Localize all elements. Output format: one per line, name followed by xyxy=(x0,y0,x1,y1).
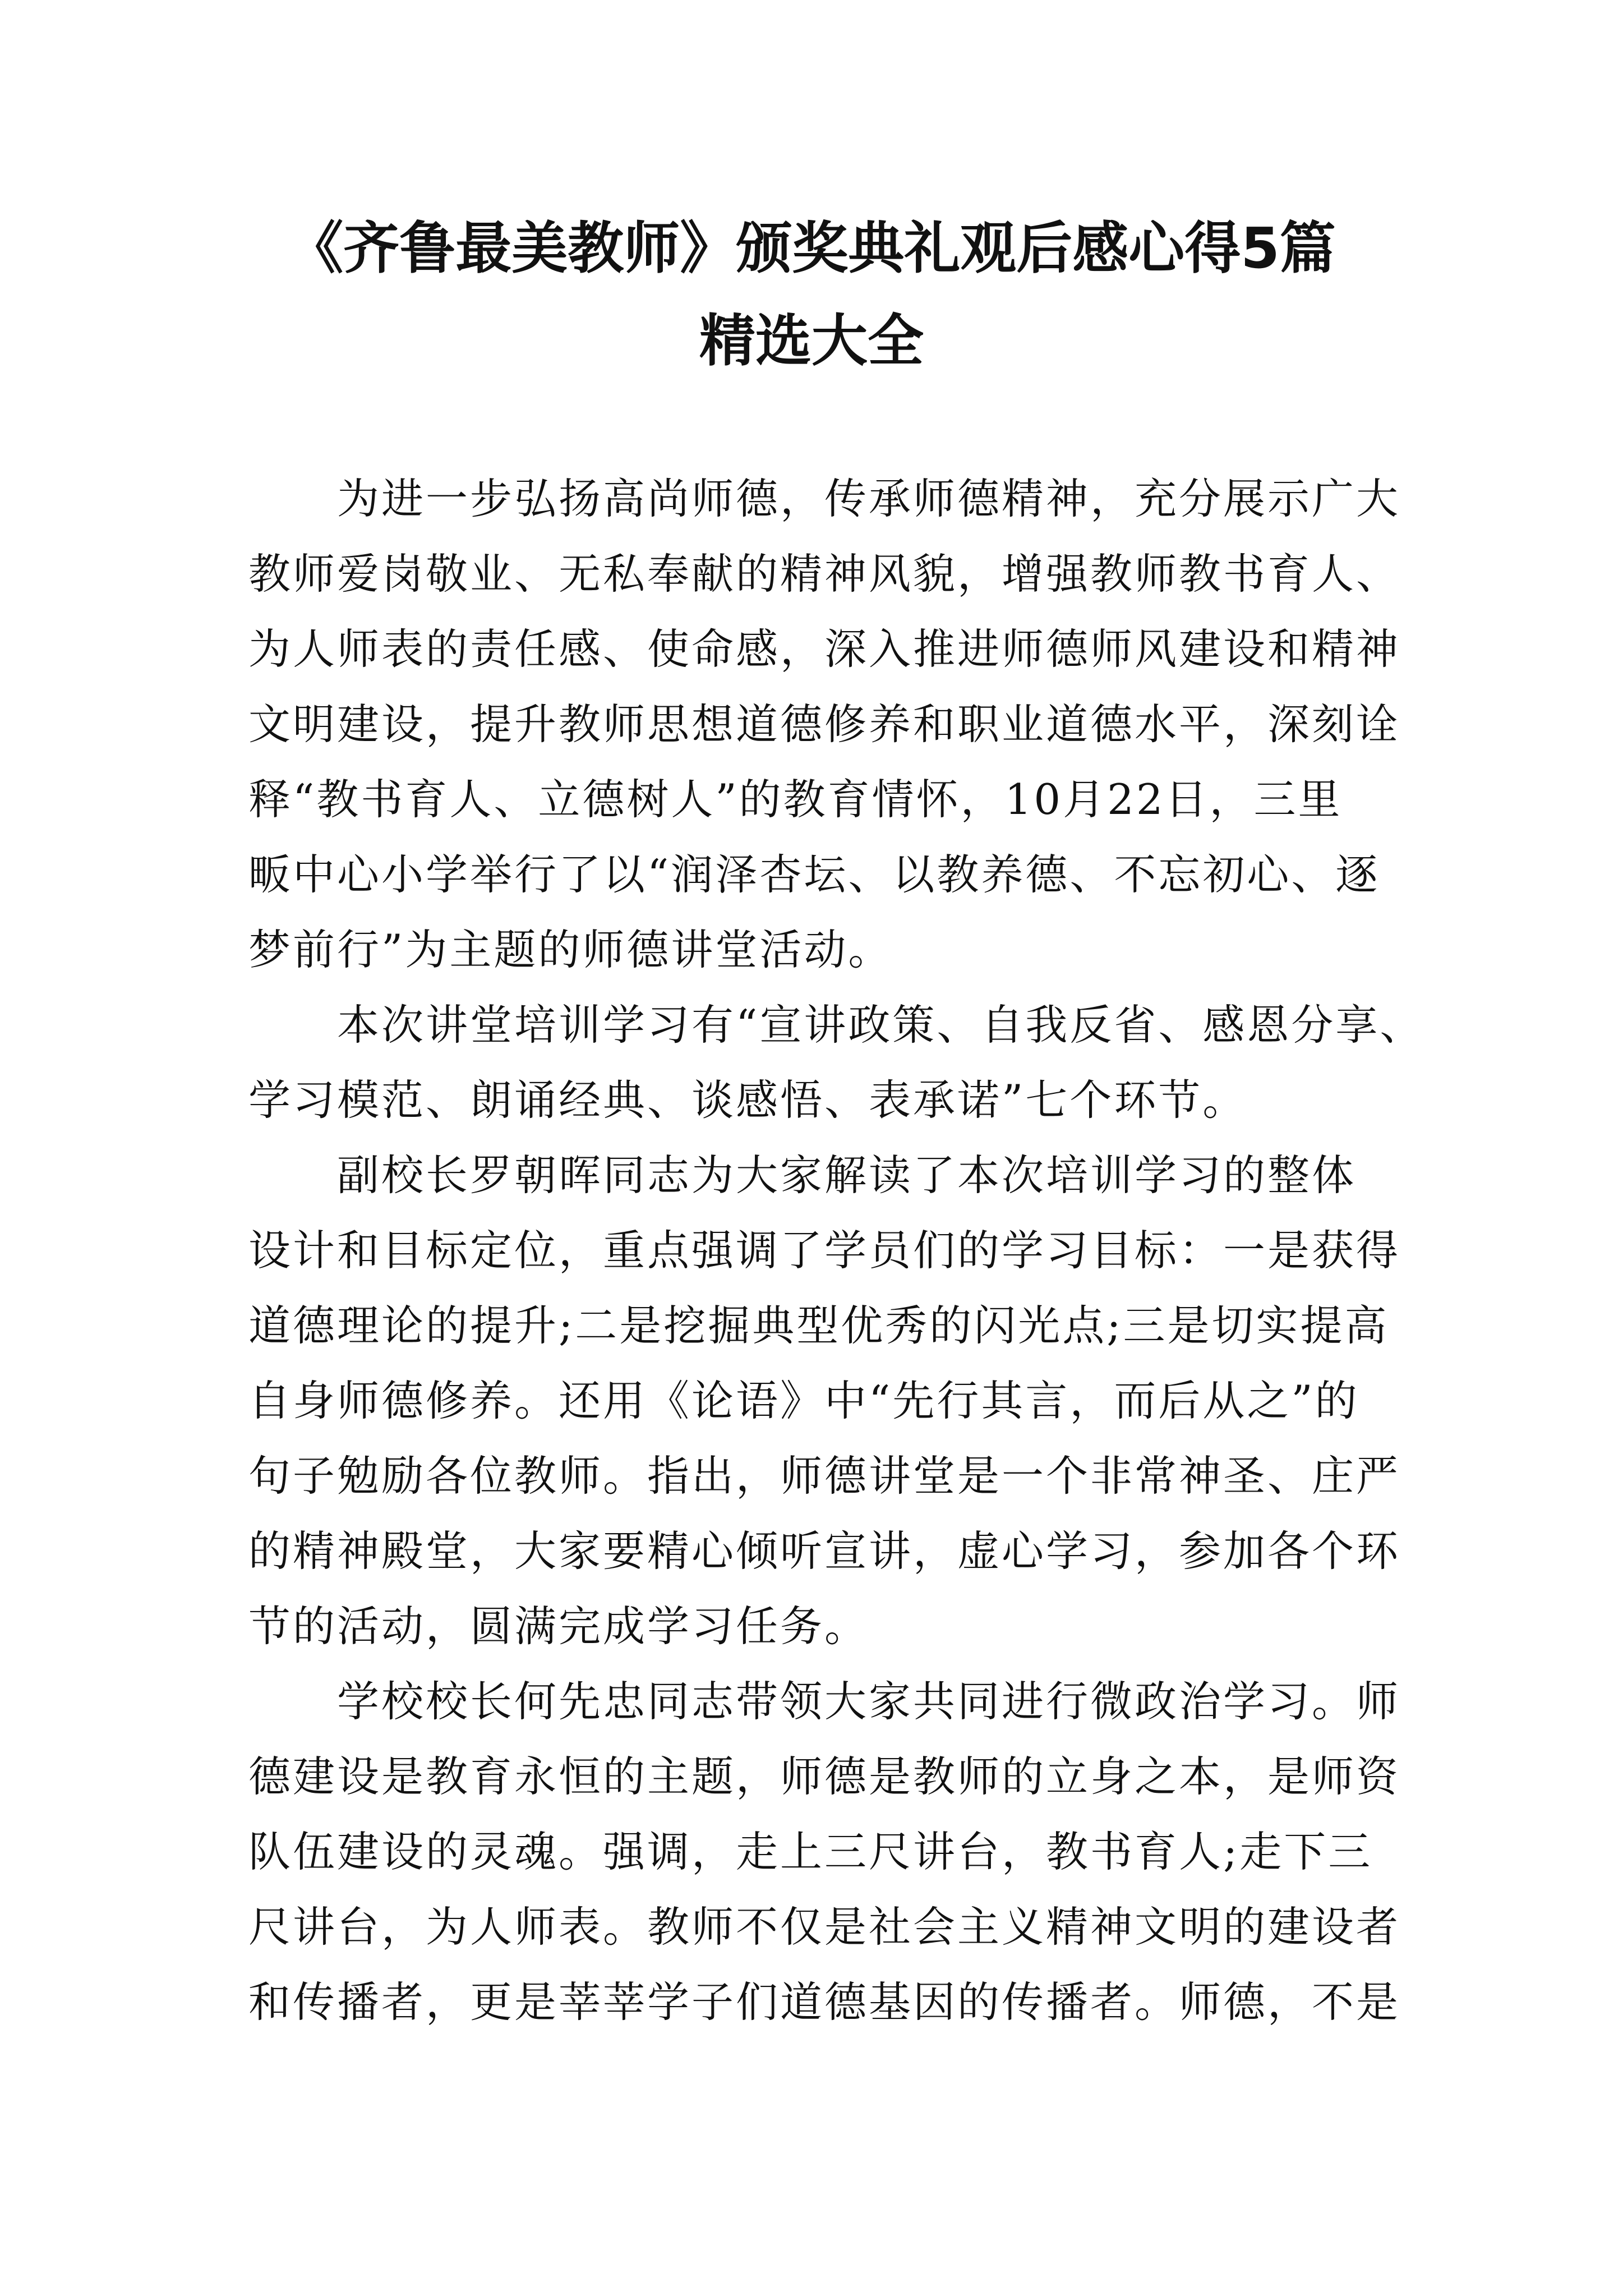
title-line-1: 《齐鲁最美教师》颁奖典礼观后感心得5篇 xyxy=(287,215,1336,281)
paragraph-3 xyxy=(248,1138,1401,1664)
paragraph-1 xyxy=(248,461,1401,987)
text-line: 为进一步弘扬高尚师德，传承师德精神，充分展示广大 xyxy=(337,474,1401,523)
text-line: 为人师表的责任感、使命感，深入推进师德师风建设和精神 xyxy=(248,624,1401,674)
text-line: 教师爱岗敬业、无私奉献的精神风貌，增强教师教书育人、 xyxy=(248,549,1401,599)
text-line: 梦前行”为主题的师德讲堂活动。 xyxy=(248,925,893,974)
text-line: 学习模范、朗诵经典、谈感悟、表承诺”七个环节。 xyxy=(248,1075,1247,1125)
text-line: 的精神殿堂，大家要精心倾听宣讲，虚心学习，参加各个环 xyxy=(248,1526,1401,1576)
title-line-2: 精选大全 xyxy=(699,308,924,374)
text-line: 副校长罗朝晖同志为大家解读了本次培训学习的整体 xyxy=(337,1151,1357,1200)
text-line: 畈中心小学举行了以“润泽杏坛、以教养德、不忘初心、逐 xyxy=(248,850,1380,899)
paragraph-4 xyxy=(248,1664,1401,2040)
text-line: 本次讲堂培训学习有“宣讲政策、自我反省、感恩分享、 xyxy=(337,1000,1424,1050)
text-line: 文明建设，提升教师思想道德修养和职业道德水平，深刻诠 xyxy=(248,700,1401,749)
text-line: 尺讲台，为人师表。教师不仅是社会主义精神文明的建设者 xyxy=(248,1902,1401,1952)
document-body xyxy=(248,461,1424,2040)
text-line: 学校校长何先忠同志带领大家共同进行微政治学习。师 xyxy=(337,1677,1401,1726)
document-title xyxy=(236,202,1387,387)
text-line: 节的活动，圆满完成学习任务。 xyxy=(248,1602,869,1651)
text-line: 德建设是教育永恒的主题，师德是教师的立身之本，是师资 xyxy=(248,1752,1401,1801)
text-line: 释“教书育人、立德树人”的教育情怀，10月22日，三里 xyxy=(248,775,1343,824)
text-line: 道德理论的提升;二是挖掘典型优秀的闪光点;三是切实提高 xyxy=(248,1301,1389,1350)
text-line: 自身师德修养。还用《论语》中“先行其言，而后从之”的 xyxy=(248,1376,1359,1425)
text-line: 队伍建设的灵魂。强调，走上三尺讲台，教书育人;走下三 xyxy=(248,1827,1373,1876)
text-line: 和传播者，更是莘莘学子们道德基因的传播者。师德，不是 xyxy=(248,1977,1401,2027)
text-line: 设计和目标定位，重点强调了学员们的学习目标：一是获得 xyxy=(248,1226,1401,1275)
paragraph-2 xyxy=(248,987,1424,1138)
text-line: 句子勉励各位教师。指出，师德讲堂是一个非常神圣、庄严 xyxy=(248,1451,1401,1501)
